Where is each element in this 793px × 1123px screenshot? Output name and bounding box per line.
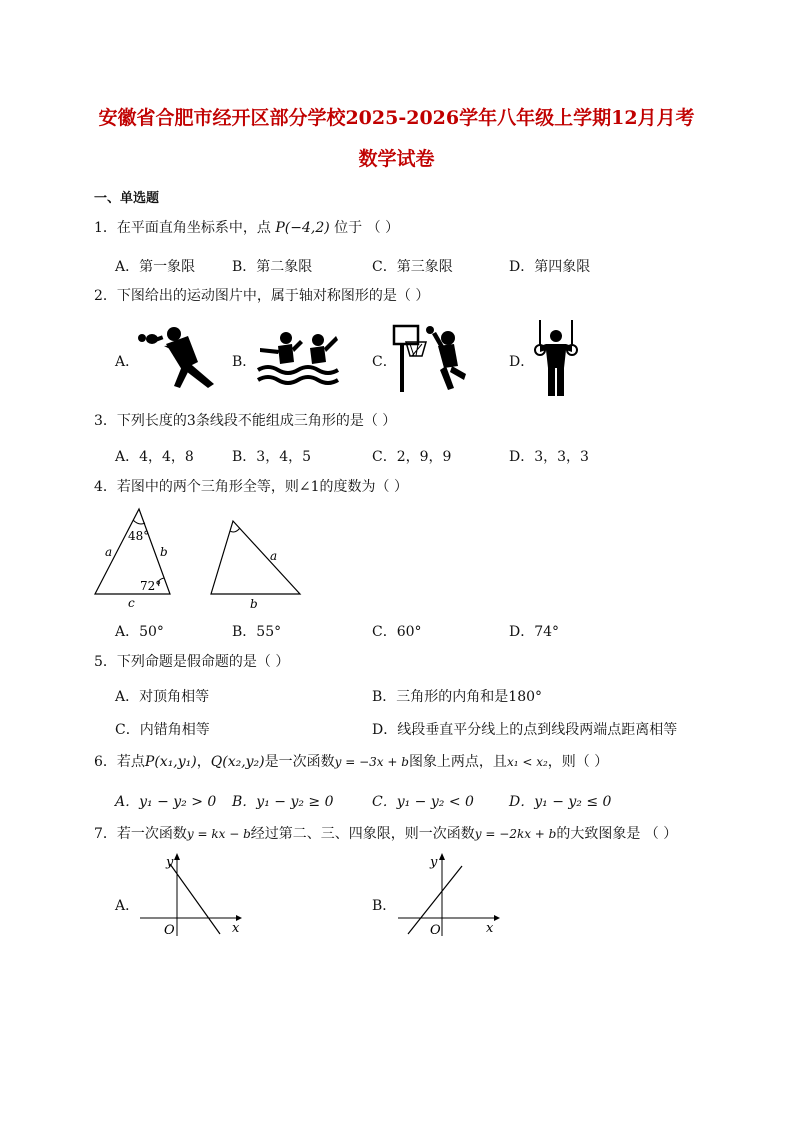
q4-option-d[interactable]: D．74° — [509, 624, 560, 640]
triangle-2-figure — [208, 518, 304, 612]
q7-post: 的大致图象是 （ ） — [556, 826, 678, 842]
q3-option-d[interactable]: D．3，3，3 — [509, 449, 589, 465]
y-axis-label-a: y — [166, 855, 174, 870]
q1-option-d[interactable]: D．第四象限 — [509, 259, 591, 275]
question-4: 4．若图中的两个三角形全等，则∠1的度数为（ ） — [94, 479, 408, 495]
q4-option-a[interactable]: A．50° — [115, 624, 164, 640]
q7-graph-b — [398, 852, 502, 938]
question-6 — [94, 753, 608, 771]
origin-label-b: O — [430, 923, 441, 938]
gymnast-rings-icon — [532, 320, 580, 396]
q5-option-c[interactable]: C．内错角相等 — [115, 722, 210, 738]
table-tennis-player-icon — [136, 322, 218, 388]
angle-48-label: 48° — [128, 529, 150, 543]
q6-option-b[interactable]: B．y₁ − y₂ ≥ 0 — [232, 794, 334, 810]
q5-option-b[interactable]: B．三角形的内角和是180° — [372, 689, 543, 705]
side-a-label: a — [105, 545, 113, 559]
q2-option-d[interactable]: D． — [509, 354, 535, 370]
exam-title-line2: 数学试卷 — [358, 148, 435, 170]
y-axis-label-b: y — [430, 855, 438, 870]
origin-label-a: O — [164, 923, 175, 938]
side-c-label: c — [128, 596, 135, 610]
synchronized-swimmers-icon — [256, 330, 338, 386]
side-b2-label: b — [250, 597, 258, 611]
q1-option-a[interactable]: A．第一象限 — [115, 259, 196, 275]
q4-option-b[interactable]: B．55° — [232, 624, 282, 640]
q7-function-1: y = kx − b — [186, 827, 251, 841]
q6-option-d[interactable]: D．y₁ − y₂ ≤ 0 — [509, 794, 612, 810]
q1-stem-post: 位于 （ ） — [334, 220, 400, 236]
q6-function: y = −3x + b — [334, 755, 409, 769]
question-3: 3．下列长度的3条线段不能组成三角形的是（ ） — [94, 413, 397, 429]
q6-mid: 是一次函数 — [264, 754, 335, 770]
question-2: 2．下图给出的运动图片中，属于轴对称图形的是（ ） — [94, 288, 430, 304]
question-1 — [94, 219, 399, 237]
q6-post2: ，则（ ） — [547, 754, 609, 770]
q7-stem-pre: 7．若一次函数 — [94, 826, 187, 842]
x-axis-label-a: x — [232, 921, 240, 936]
q5-option-a[interactable]: A．对顶角相等 — [115, 689, 210, 705]
q1-option-c[interactable]: C．第三象限 — [372, 259, 453, 275]
q1-stem-pre: 1．在平面直角坐标系中，点 — [94, 220, 271, 236]
q6-option-c[interactable]: C．y₁ − y₂ < 0 — [372, 794, 474, 810]
q6-point-q: Q(x₂,y₂) — [210, 754, 265, 770]
question-5: 5．下列命题是假命题的是（ ） — [94, 654, 290, 670]
q1-option-b[interactable]: B．第二象限 — [232, 259, 313, 275]
q4-option-c[interactable]: C．60° — [372, 624, 422, 640]
q6-sep: ， — [196, 754, 211, 770]
q6-post1: 图象上两点，且 — [408, 754, 507, 770]
q3-option-c[interactable]: C．2，9，9 — [372, 449, 452, 465]
q2-option-b[interactable]: B． — [232, 354, 257, 370]
angle-72-label: 72° — [140, 579, 162, 593]
section-heading: 一、单选题 — [94, 191, 160, 206]
side-a2-label: a — [270, 549, 278, 563]
q6-point-p: P(x₁,y₁) — [144, 754, 197, 770]
q7-mid: 经过第二、三、四象限，则一次函数 — [250, 826, 475, 842]
q6-condition: x₁ < x₂ — [506, 755, 548, 769]
side-b-label: b — [160, 545, 168, 559]
q7-graph-a — [140, 852, 244, 938]
q2-option-c[interactable]: C． — [372, 354, 397, 370]
q3-option-b[interactable]: B．3，4，5 — [232, 449, 312, 465]
q6-stem-pre: 6．若点 — [94, 754, 145, 770]
q1-point: P(−4,2) — [275, 220, 330, 236]
question-7 — [94, 825, 677, 843]
q5-option-d[interactable]: D．线段垂直平分线上的点到线段两端点距离相等 — [372, 722, 678, 738]
exam-title-line1: 安徽省合肥市经开区部分学校2025-2026学年八年级上学期12月月考 — [98, 107, 695, 129]
basketball-player-icon — [392, 322, 478, 392]
x-axis-label-b: x — [486, 921, 494, 936]
q7-option-b[interactable]: B． — [372, 898, 397, 914]
q7-function-2: y = −2kx + b — [474, 827, 557, 841]
q7-option-a[interactable]: A． — [115, 898, 140, 914]
q6-option-a[interactable]: A．y₁ − y₂ > 0 — [115, 794, 217, 810]
q2-option-a[interactable]: A． — [115, 354, 140, 370]
triangle-1-figure — [92, 506, 176, 610]
q3-option-a[interactable]: A．4，4，8 — [115, 449, 194, 465]
